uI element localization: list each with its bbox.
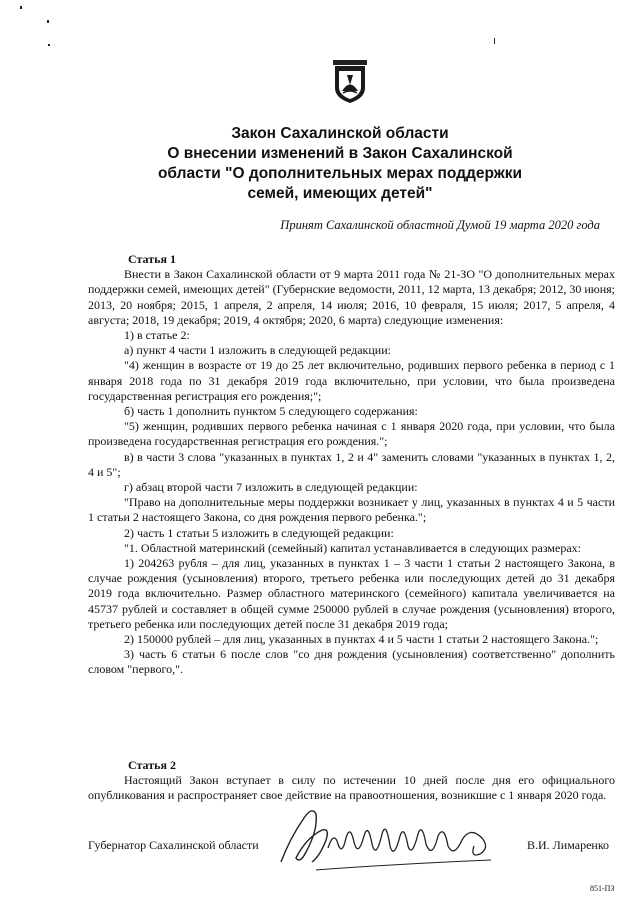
article-2 xyxy=(88,758,615,804)
paragraph: Настоящий Закон вступает в силу по истечении 10 дней после дня его официального опубликования и распространяет свое действие на правоотношения, возникшие с 1 января 2020 года. xyxy=(88,773,615,803)
paragraph: "Право на дополнительные меры поддержки возникает у лиц, указанных в пунктах 4 и 5 части 1 статьи 2 настоящего Закона, со дня рождения первого ребенка."; xyxy=(88,495,615,525)
signatory-position: Губернатор Сахалинской области xyxy=(88,838,259,852)
title-line: семей, имеющих детей" xyxy=(247,185,433,202)
paragraph: а) пункт 4 части 1 изложить в следующей редакции: xyxy=(124,343,391,358)
signatory-name: В.И. Лимаренко xyxy=(527,838,610,852)
paragraph: 3) часть 6 статьи 6 после слов "со дня рождения (усыновления) соответственно" дополнить словом "первого,". xyxy=(88,647,615,677)
article-1 xyxy=(88,252,615,678)
paragraph: Внести в Закон Сахалинской области от 9 марта 2011 года № 21-ЗО "О дополнительных мерах поддержки семей, имеющих детей" (Губернские ведомости, 2011, 12 марта, 13 декабря; 2012, 30 июня; 2013, 20 ноября; 2015, 1 апреля, 2 апреля, 14 июля; 2016, 10 февраля, 15 июля; 2017, 5 апреля, 4 августа; 2018, 19 декабря; 2019, 4 октября; 2020, 6 марта) следующие изменения: xyxy=(88,267,616,327)
scan-speck xyxy=(48,44,50,46)
adoption-note: Принят Сахалинской областной Думой 19 марта 2020 года xyxy=(280,218,600,232)
title-line: Закон Сахалинской области xyxy=(231,125,449,142)
law-title xyxy=(90,124,590,204)
scan-speck xyxy=(20,6,22,9)
paragraph: 1) 204263 рубля – для лиц, указанных в пунктах 1 – 3 части 1 статьи 2 настоящего Закона, в случае рождения (усыновления) второго, третьего ребенка или последующих детей до 31 декабря 2019 года включительно. Размер областного материнского (семейного) капитала увеличивается на 45737 рублей и составляет в общей сумме 250000 рублей в случае рождения (усыновления) второго, третьего ребенка или последующих детей после 31 декабря 2019 года; xyxy=(88,556,615,631)
title-line: О внесении изменений в Закон Сахалинской xyxy=(167,145,513,162)
paragraph: г) абзац второй части 7 изложить в следующей редакции: xyxy=(124,480,418,495)
paragraph: 1) в статье 2: xyxy=(124,328,190,343)
paragraph: "1. Областной материнский (семейный) капитал устанавливается в следующих размерах: xyxy=(124,540,582,555)
paragraph: в) в части 3 слова "указанных в пунктах 1, 2 и 4" заменить словами "указанных в пунктах 1, 2, 4 и 5"; xyxy=(88,449,615,479)
document-code: 851-ПЗ xyxy=(590,884,615,893)
paragraph: б) часть 1 дополнить пунктом 5 следующего содержания: xyxy=(124,404,418,419)
paragraph: 2) часть 1 статьи 5 изложить в следующей редакции: xyxy=(124,525,394,540)
paragraph: "4) женщин в возрасте от 19 до 25 лет включительно, родивших первого ребенка в период с 1 января 2018 года по 31 декабря 2019 года включительно, при условии, что была произведена государственная регистрация его рождения;"; xyxy=(88,358,615,403)
paragraph: 2) 150000 рублей – для лиц, указанных в пунктах 4 и 5 части 1 статьи 2 настоящего Закона."; xyxy=(124,632,599,647)
scan-speck xyxy=(47,20,49,23)
handwritten-signature xyxy=(276,800,526,880)
article-heading: Статья 1 xyxy=(128,252,176,266)
paragraph: "5) женщин, родивших первого ребенка начиная с 1 января 2020 года, при условии, что была произведена государственная регистрация его рождения."; xyxy=(88,419,615,449)
coat-of-arms-icon xyxy=(329,58,371,104)
title-line: области "О дополнительных мерах поддержки xyxy=(157,165,523,182)
article-heading: Статья 2 xyxy=(128,758,176,772)
scan-speck xyxy=(494,38,495,44)
